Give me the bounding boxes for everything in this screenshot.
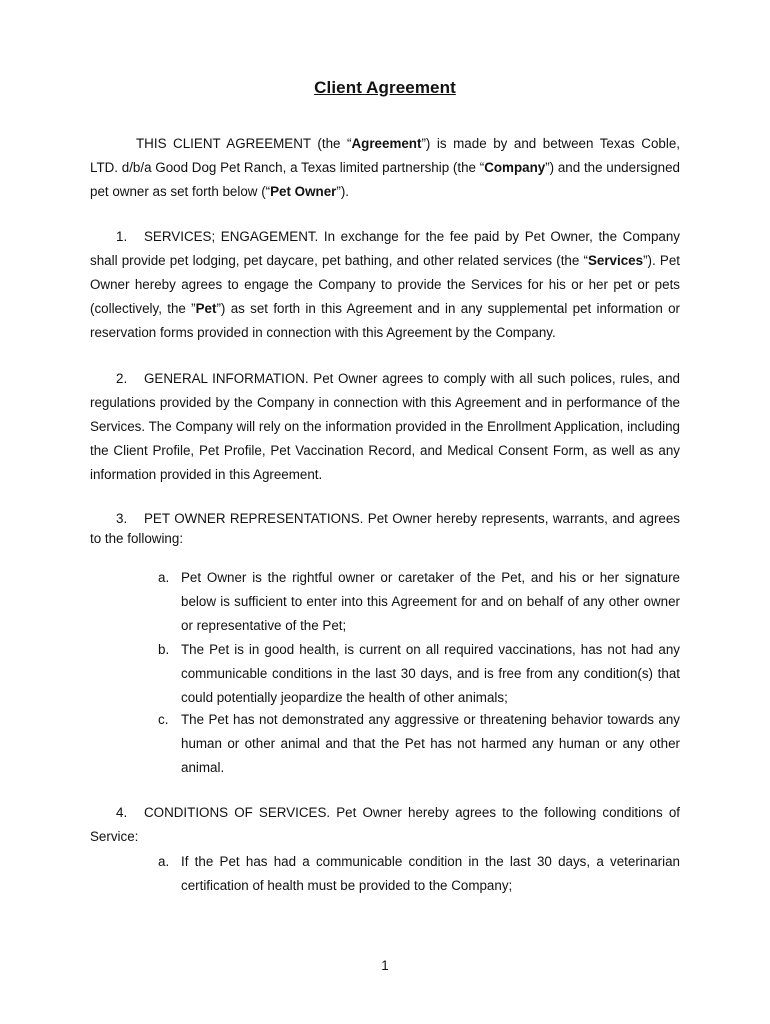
section-number: 2. <box>116 371 128 386</box>
list-item <box>158 850 680 898</box>
section-number: 4. <box>116 805 128 820</box>
list-item-letter: c. <box>158 712 169 727</box>
section-3-representations <box>90 509 680 549</box>
list-item-text: The Pet is in good health, is current on all required vaccinations, has not had any communicable conditions in the last 30 days, and is free from any condition(s) that could potentially jeopardize the health of other animals; <box>181 642 680 705</box>
list-item <box>158 566 680 638</box>
intro-text-1: THIS CLIENT AGREEMENT (the “ <box>136 136 352 151</box>
section-1-term-services: Services <box>587 253 644 268</box>
section-1-text-2: ”). Pet Owner hereby agrees to engage the Company to provide the Services for his or her pet or pets (collectively, the ” <box>90 253 680 316</box>
intro-text-2: ”) is made by and between Texas Coble, LTD. d/b/a Good Dog Pet Ranch, a Texas limited partnership (the “ <box>90 136 680 175</box>
section-4-conditions <box>90 801 680 849</box>
list-item <box>158 638 680 710</box>
intro-paragraph <box>90 132 680 204</box>
section-2-text: GENERAL INFORMATION. Pet Owner agrees to comply with all such polices, rules, and regulations provided by the Company in connection with this Agreement and in performance of the Services. The Company will rely on the information provided in the Enrollment Application, including the Client Profile, Pet Profile, Pet Vaccination Record, and Medical Consent Form, as well as any information provided in this Agreement. <box>90 371 680 482</box>
document-title: Client Agreement <box>314 78 456 97</box>
section-number: 3. <box>116 511 128 526</box>
intro-term-agreement: Agreement <box>351 136 422 151</box>
list-item-letter: a. <box>158 854 170 869</box>
list-item-text: If the Pet has had a communicable condition in the last 30 days, a veterinarian certification of health must be provided to the Company; <box>181 854 680 893</box>
intro-text-3: ”) and the undersigned pet owner as set forth below (“ <box>90 160 681 199</box>
list-item <box>158 708 680 780</box>
section-1-term-pet: Pet <box>195 301 217 316</box>
list-item-letter: a. <box>158 570 170 585</box>
intro-term-pet-owner: Pet Owner <box>270 184 337 199</box>
section-4-text: CONDITIONS OF SERVICES. Pet Owner hereby agrees to the following conditions of Service: <box>90 805 680 844</box>
section-1-text-3: ”) as set forth in this Agreement and in any supplemental pet information or reservation forms provided in connection with this Agreement by the Company. <box>90 301 680 340</box>
intro-term-company: Company <box>484 160 546 175</box>
intro-text-4: ”). <box>336 184 349 199</box>
section-3-text: PET OWNER REPRESENTATIONS. Pet Owner hereby represents, warrants, and agrees to the following: <box>90 511 680 546</box>
section-2-general-information <box>90 367 680 487</box>
section-1-text-1: SERVICES; ENGAGEMENT. In exchange for the fee paid by Pet Owner, the Company shall provide pet lodging, pet daycare, pet bathing, and other related services (the “ <box>90 229 680 268</box>
list-item-letter: b. <box>158 642 170 657</box>
section-number: 1. <box>116 229 128 244</box>
section-1-services <box>90 225 680 345</box>
list-item-text: The Pet has not demonstrated any aggressive or threatening behavior towards any human or other animal and that the Pet has not harmed any human or any other animal. <box>181 712 680 775</box>
page-number: 1 <box>381 958 389 973</box>
list-item-text: Pet Owner is the rightful owner or caretaker of the Pet, and his or her signature below is sufficient to enter into this Agreement for and on behalf of any other owner or representative of the Pet; <box>181 570 680 633</box>
